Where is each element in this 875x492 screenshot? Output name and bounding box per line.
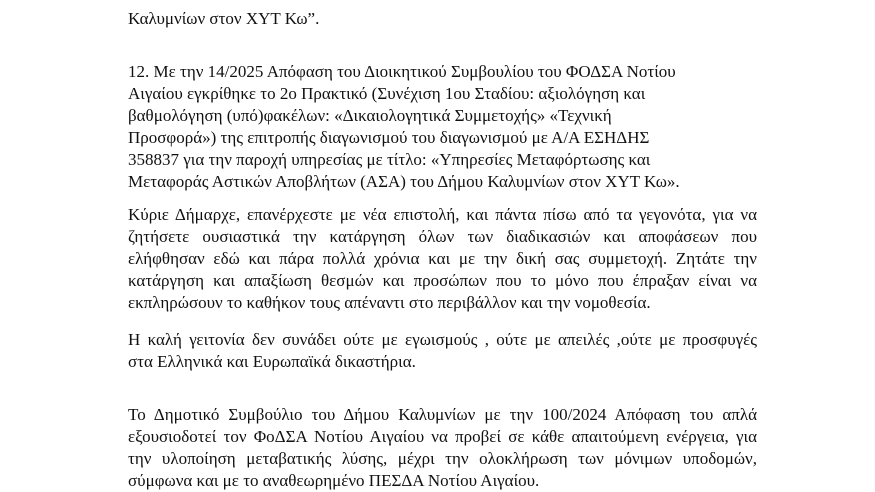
text-line: σύμφωνα και με το αναθεωρημένο ΠΕΣΔΑ Νοτίου Αιγαίου. xyxy=(128,471,540,490)
text-line: ελήφθησαν εδώ και πάρα πολλά χρόνια και με την δική σας συμμετοχή. Ζητάτε την xyxy=(128,249,757,268)
text-line: εξουσιοδοτεί τον ΦοΔΣΑ Νοτίου Αιγαίου να προβεί σε κάθε απαιτούμενη ενέργεια, για xyxy=(128,427,757,446)
text-line: βαθμολόγηση (υπό)φακέλων: «Δικαιολογητικά Συμμετοχής» «Τεχνική xyxy=(128,106,612,125)
paragraph-continuation xyxy=(128,8,757,30)
text-line: την υλοποίηση μεταβατικής λύσης, μέχρι την ολοκλήρωση των μόνιμων υποδομών, xyxy=(128,449,757,468)
text-line: Η καλή γειτονία δεν συνάδει ούτε με εγωισμούς , ούτε με απειλές ,ούτε με προσφυγές xyxy=(128,330,757,349)
text-line: 12. Με την 14/2025 Απόφαση του Διοικητικού Συμβουλίου του ΦΟΔΣΑ Νοτίου xyxy=(128,62,676,81)
text-line: εκπληρώσουν το καθήκον τους απέναντι στο περιβάλλον και την νομοθεσία. xyxy=(128,293,651,312)
text-line: Καλυμνίων στον ΧΥΤ Κω”. xyxy=(128,9,320,28)
text-line: Αιγαίου εγκρίθηκε το 2ο Πρακτικό (Συνέχιση 1ου Σταδίου: αξιολόγηση και xyxy=(128,84,646,103)
text-line: Μεταφοράς Αστικών Αποβλήτων (ΑΣΑ) του Δήμου Καλυμνίων στον ΧΥΤ Κω». xyxy=(128,172,680,191)
text-line: 358837 για την παροχή υπηρεσίας με τίτλο: «Υπηρεσίες Μεταφόρτωσης και xyxy=(128,150,651,169)
paragraph-good-neighbourhood xyxy=(128,329,757,373)
text-line: κατάργηση και απαξίωση θεσμών και προσώπων που το μόνο που έπραξαν είναι να xyxy=(128,271,757,290)
text-line: Προσφορά») της επιτροπής διαγωνισμού του διαγωνισμού με Α/Α ΕΣΗΔΗΣ xyxy=(128,128,650,147)
paragraph-mayor-address xyxy=(128,204,757,314)
text-line: Το Δημοτικό Συμβούλιο του Δήμου Καλυμνίων με την 100/2024 Απόφαση του απλά xyxy=(128,405,757,424)
text-line: στα Ελληνικά και Ευρωπαϊκά δικαστήρια. xyxy=(128,352,416,371)
paragraph-municipal-council xyxy=(128,404,757,492)
text-line: ζητήσετε ουσιαστικά την κατάργηση όλων των διαδικασιών και αποφάσεων που xyxy=(128,227,757,246)
paragraph-item-12 xyxy=(128,61,757,193)
text-line: Κύριε Δήμαρχε, επανέρχεστε με νέα επιστολή, και πάντα πίσω από τα γεγονότα, για να xyxy=(128,205,757,224)
